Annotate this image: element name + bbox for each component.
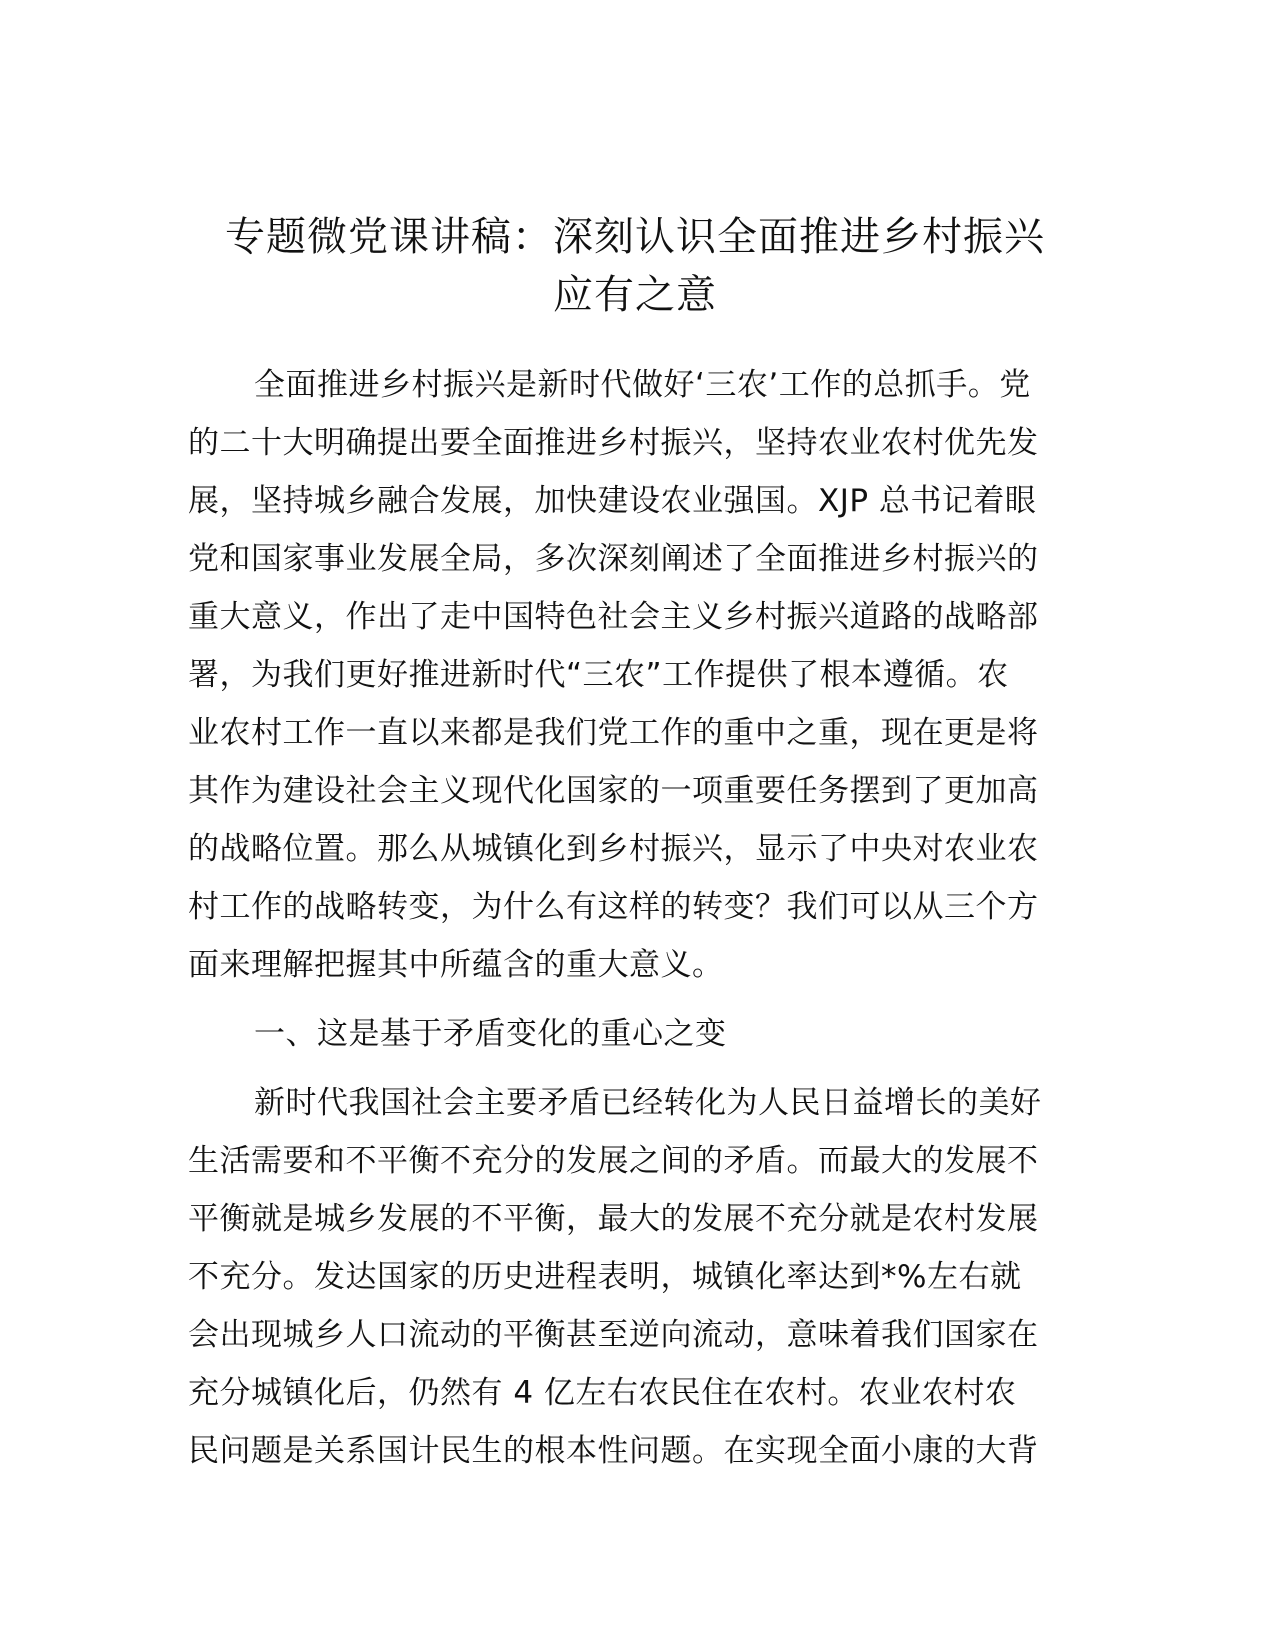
paragraph-line: 党和国家事业发展全局，多次深刻阐述了全面推进乡村振兴的 <box>188 541 1039 577</box>
intro-paragraph <box>188 356 1088 994</box>
paragraph-line: 面来理解把握其中所蕴含的重大意义。 <box>188 947 724 983</box>
section-heading-1 <box>188 1005 1088 1063</box>
paragraph-line: 村工作的战略转变，为什么有这样的转变？我们可以从三个方 <box>188 889 1039 925</box>
paragraph-line: 民问题是关系国计民生的根本性问题。在实现全面小康的大背 <box>188 1433 1039 1469</box>
paragraph-line: 不充分。发达国家的历史进程表明，城镇化率达到*%左右就 <box>188 1259 1022 1295</box>
section-paragraph-1 <box>188 1074 1088 1480</box>
paragraph-line: 会出现城乡人口流动的平衡甚至逆向流动，意味着我们国家在 <box>188 1317 1039 1353</box>
title-line-1: 专题微党课讲稿：深刻认识全面推进乡村振兴 <box>225 214 1045 260</box>
paragraph-line: 的战略位置。那么从城镇化到乡村振兴，显示了中央对农业农 <box>188 831 1039 867</box>
paragraph-line: 其作为建设社会主义现代化国家的一项重要任务摆到了更加高 <box>188 773 1039 809</box>
document-title <box>180 208 1090 324</box>
paragraph-line: 署，为我们更好推进新时代“三农”工作提供了根本遵循。农 <box>188 657 1009 693</box>
paragraph-line: 生活需要和不平衡不充分的发展之间的矛盾。而最大的发展不 <box>188 1143 1039 1179</box>
paragraph-line: 业农村工作一直以来都是我们党工作的重中之重，现在更是将 <box>188 715 1039 751</box>
paragraph-line: 平衡就是城乡发展的不平衡，最大的发展不充分就是农村发展 <box>188 1201 1039 1237</box>
paragraph-line: 充分城镇化后，仍然有 4 亿左右农民住在农村。农业农村农 <box>188 1375 1017 1411</box>
paragraph-line: 重大意义，作出了走中国特色社会主义乡村振兴道路的战略部 <box>188 599 1039 635</box>
paragraph-line: 全面推进乡村振兴是新时代做好‘三农’工作的总抓手。党 <box>254 367 1031 403</box>
paragraph-line: 的二十大明确提出要全面推进乡村振兴，坚持农业农村优先发 <box>188 425 1039 461</box>
paragraph-line: 展，坚持城乡融合发展，加快建设农业强国。XJP 总书记着眼 <box>188 483 1037 519</box>
section-heading-text: 一、这是基于矛盾变化的重心之变 <box>254 1016 727 1052</box>
title-line-2: 应有之意 <box>553 272 717 318</box>
paragraph-line: 新时代我国社会主要矛盾已经转化为人民日益增长的美好 <box>254 1085 1042 1121</box>
